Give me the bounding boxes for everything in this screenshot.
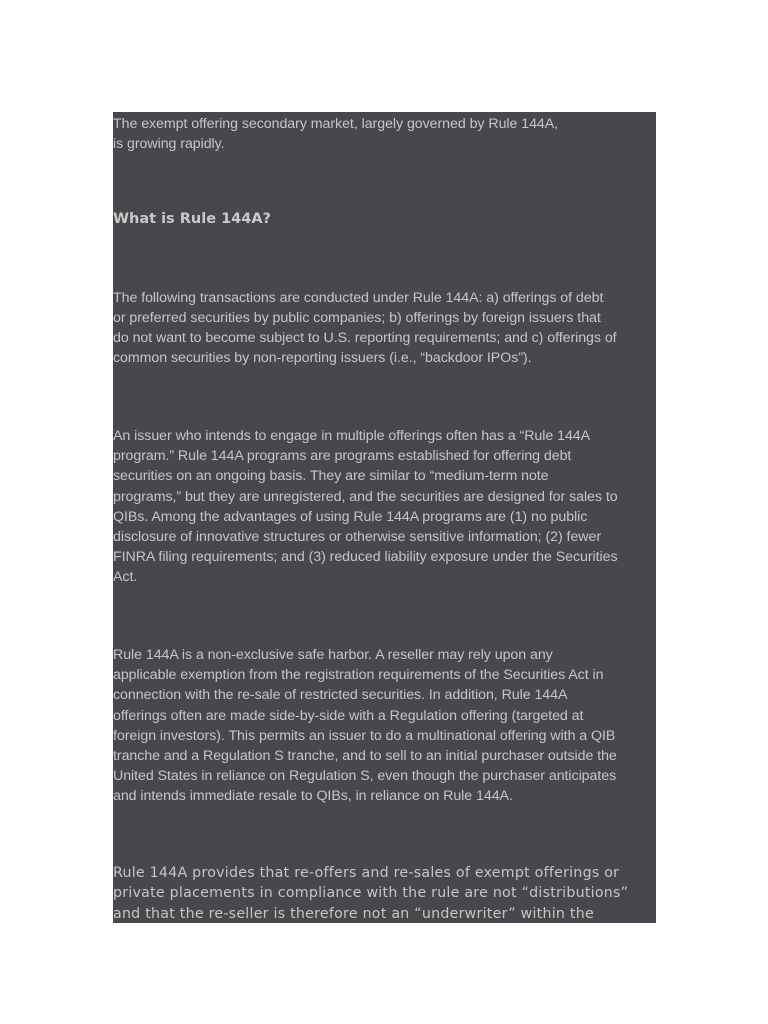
paragraph-line: securities on an ongoing basis. They are similar to “medium-term note	[113, 468, 549, 484]
intro-line: The exempt offering secondary market, largely governed by Rule 144A,	[113, 116, 559, 132]
paragraph-line: Rule 144A provides that re-offers and re-sales of exempt offerings or	[113, 865, 620, 881]
paragraph-line: QIBs. Among the advantages of using Rule 144A programs are (1) no public	[113, 509, 588, 525]
paragraph-line: and intends immediate resale to QIBs, in reliance on Rule 144A.	[113, 788, 513, 804]
paragraph-line: FINRA filing requirements; and (3) reduced liability exposure under the Securities	[113, 549, 618, 565]
section-heading: What is Rule 144A?	[113, 211, 271, 227]
paragraph-line: Act.	[113, 569, 138, 585]
intro-line: is growing rapidly.	[113, 136, 225, 152]
paragraph-line: offerings often are made side-by-side with a Regulation offering (targeted at	[113, 708, 584, 724]
paragraph-line: connection with the re-sale of restricted securities. In addition, Rule 144A	[113, 687, 568, 703]
document-panel	[113, 112, 656, 923]
paragraph-line: private placements in compliance with the rule are not “distributions”	[113, 885, 629, 901]
paragraph-line: applicable exemption from the registration requirements of the Securities Act in	[113, 667, 604, 683]
paragraph-line: The following transactions are conducted under Rule 144A: a) offerings of debt	[113, 290, 604, 306]
paragraph-line: Rule 144A is a non-exclusive safe harbor. A reseller may rely upon any	[113, 647, 553, 663]
paragraph-line: An issuer who intends to engage in multiple offerings often has a “Rule 144A	[113, 428, 591, 444]
paragraph-line: foreign investors). This permits an issuer to do a multinational offering with a QIB	[113, 728, 616, 744]
paragraph-line: common securities by non-reporting issuers (i.e., “backdoor IPOs”).	[113, 350, 532, 366]
paragraph-line: United States in reliance on Regulation S, even though the purchaser anticipates	[113, 768, 617, 784]
paragraph-line: disclosure of innovative structures or otherwise sensitive information; (2) fewer	[113, 529, 601, 545]
paragraph-line: or preferred securities by public companies; b) offerings by foreign issuers that	[113, 310, 601, 326]
paragraph-line: programs,” but they are unregistered, and the securities are designed for sales to	[113, 489, 618, 505]
paragraph-line: tranche and a Regulation S tranche, and to sell to an initial purchaser outside the	[113, 748, 617, 764]
paragraph-line: program.” Rule 144A programs are programs established for offering debt	[113, 448, 572, 464]
paragraph-line: and that the re-seller is therefore not an “underwriter” within the	[113, 906, 594, 922]
paragraph-line: do not want to become subject to U.S. reporting requirements; and c) offerings of	[113, 330, 617, 346]
